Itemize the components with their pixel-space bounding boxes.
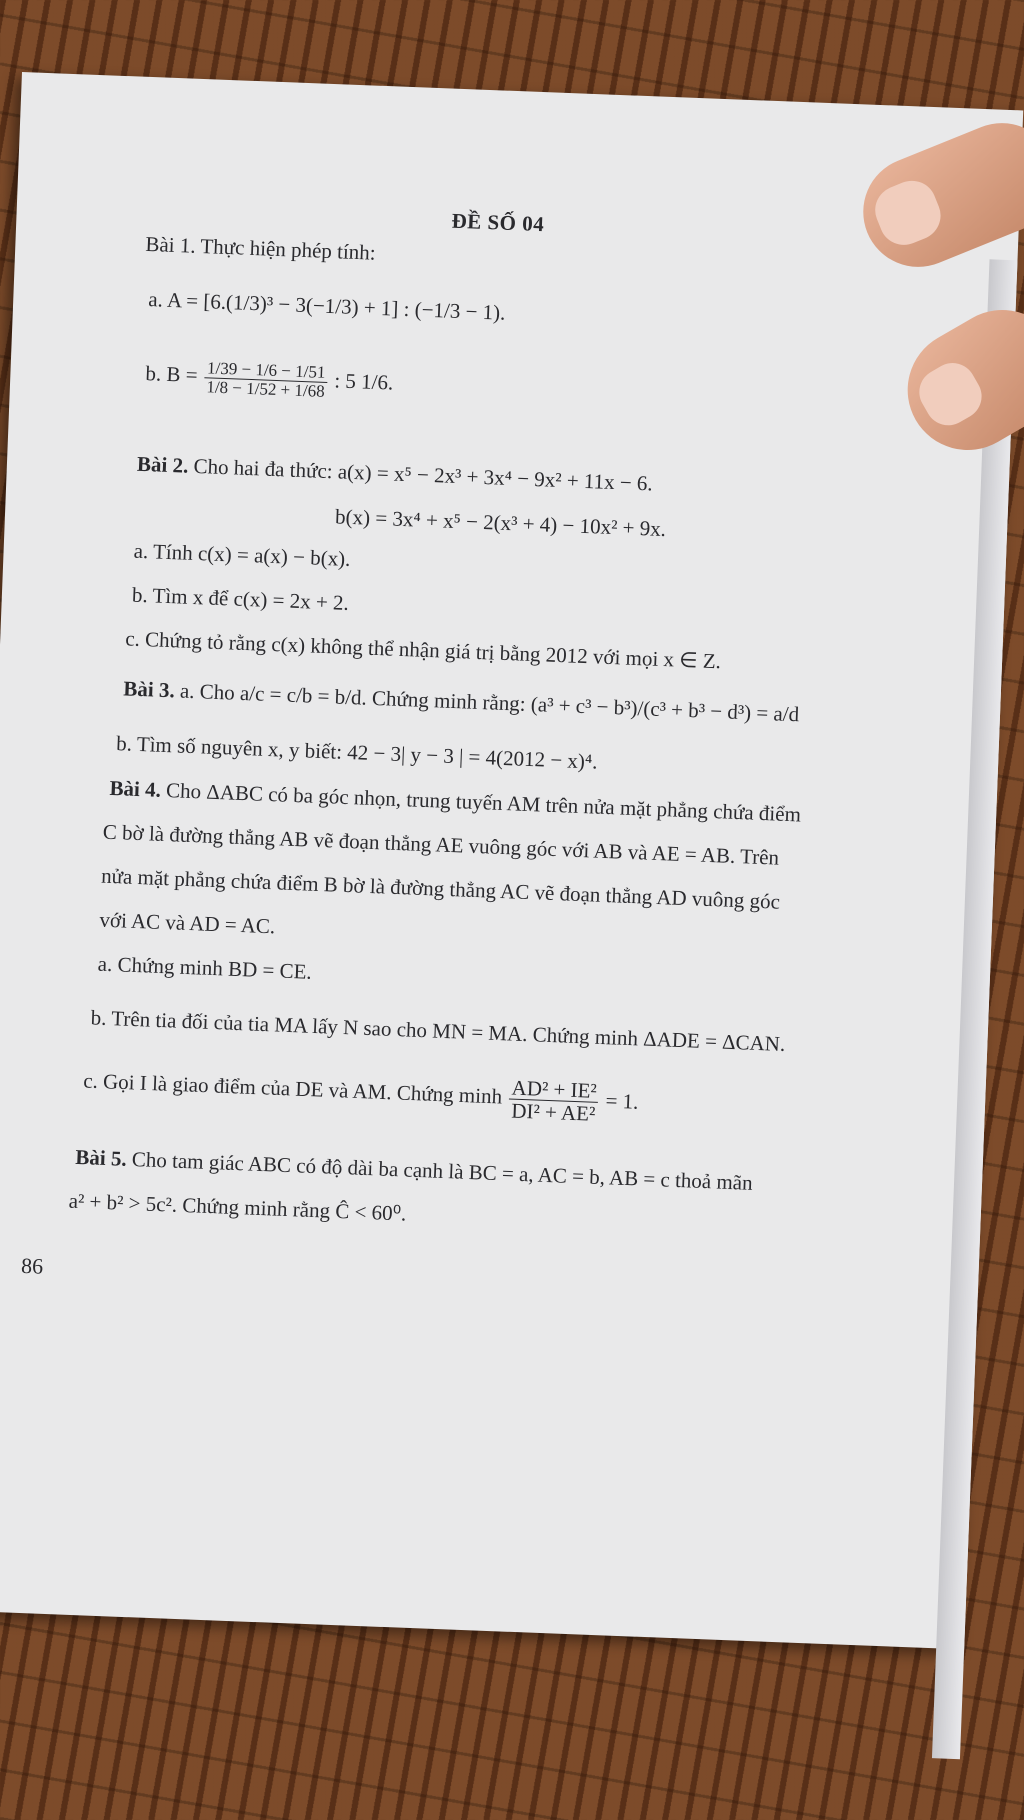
bai1-a <box>148 287 506 325</box>
bai1-intro: Bài 1. Thực hiện phép tính: <box>145 231 377 265</box>
bai4-question-b: b. Trên tia đối của tia MA lấy N sao cho MN = MA. Chứng minh ΔADE = ΔCAN. <box>90 1005 786 1057</box>
index-finger-nail <box>911 355 990 434</box>
page-number: 86 <box>20 1252 44 1279</box>
bai2-intro: Bài 2. <box>136 451 189 478</box>
bai4-question-c <box>82 1060 639 1126</box>
bai3-a <box>123 676 800 726</box>
bai4-intro: Bài 4. <box>109 775 162 802</box>
bai2-question-a: a. Tính c(x) = a(x) − b(x). <box>133 538 351 571</box>
exam-title: ĐỀ SỐ 04 <box>451 208 545 237</box>
bai4-c-numerator: AD² + IE² <box>509 1076 599 1102</box>
bai5-line1-text: Cho tam giác ABC có độ dài ba cạnh là BC = a, AC = b, AB = c thoả mãn <box>131 1147 754 1195</box>
bai3-intro: Bài 3. <box>122 676 176 703</box>
bai2-question-c: c. Chứng tỏ rằng c(x) không thể nhận giá trị bằng 2012 với mọi x ∈ Z. <box>124 626 722 674</box>
bai4-question-a: a. Chứng minh BD = CE. <box>97 951 313 984</box>
bai1-b-fraction <box>204 359 328 400</box>
bai5-line1 <box>75 1145 753 1195</box>
bai4-c-denominator: DI² + AE² <box>510 1098 596 1126</box>
bai4-line2: C bờ là đường thẳng AB vẽ đoạn thẳng AE vuông góc với AB và AE = AB. Trên <box>102 819 780 870</box>
bai4-line3: nửa mặt phẳng chứa điểm B bờ là đường thẳng AC vẽ đoạn thẳng AD vuông góc <box>100 863 781 914</box>
bai2-poly-b: b(x) = 3x⁴ + x⁵ − 2(x³ + 4) − 10x² + 9x. <box>334 504 667 542</box>
bai3-b: b. Tìm số nguyên x, y biết: 42 − 3| y − 3 | = 4(2012 − x)⁴. <box>115 731 598 774</box>
bai4-line1-text: Cho ΔABC có ba góc nhọn, trung tuyến AM trên nửa mặt phẳng chứa điểm <box>165 778 802 827</box>
bai2-poly-a: Cho hai đa thức: a(x) = x⁵ − 2x³ + 3x⁴ − 9x² + 11x − 6. <box>193 453 654 496</box>
bai1-b-label: b. B = <box>145 361 199 388</box>
bai1-a-label: a. A = <box>147 287 199 313</box>
bai4-line4: với AC và AD = AC. <box>99 907 276 939</box>
bai1-b-denominator: 1/8 − 1/52 + 1/68 <box>206 377 326 401</box>
bai1-b <box>145 357 394 403</box>
bai4-line1 <box>109 776 801 827</box>
bai3-a-goal: (a³ + c³ − b³)/(c³ + b³ − d³) = a/d <box>530 692 800 727</box>
bai3-a-text1: a. Cho <box>179 678 236 705</box>
bai4-c-fraction <box>508 1076 599 1124</box>
bai3-a-text2: . Chứng minh rằng: <box>361 685 527 716</box>
bai1-b-numerator: 1/39 − 1/6 − 1/51 <box>205 359 328 383</box>
thumb-nail <box>868 173 948 252</box>
bai3-a-condition: a/c = c/b = b/d <box>239 680 363 710</box>
bai2-line-a <box>137 452 654 496</box>
bai2-question-b: b. Tìm x để c(x) = 2x + 2. <box>131 582 350 615</box>
bai4-c-tail: = 1. <box>605 1088 639 1114</box>
bai1-a-expression: [6.(1/3)³ − 3(−1/3) + 1] : (−1/3 − 1). <box>202 289 506 325</box>
page-content <box>0 72 1023 1649</box>
bai5-intro: Bài 5. <box>74 1144 128 1171</box>
bai4-c-text: c. Gọi I là giao điểm của DE và AM. Chứng minh <box>82 1068 503 1109</box>
book-page <box>0 72 1023 1649</box>
bai1-b-tail: : 5 1/6. <box>333 368 394 395</box>
bai5-line2: a² + b² > 5c². Chứng minh rằng Ĉ < 60⁰. <box>68 1188 407 1226</box>
